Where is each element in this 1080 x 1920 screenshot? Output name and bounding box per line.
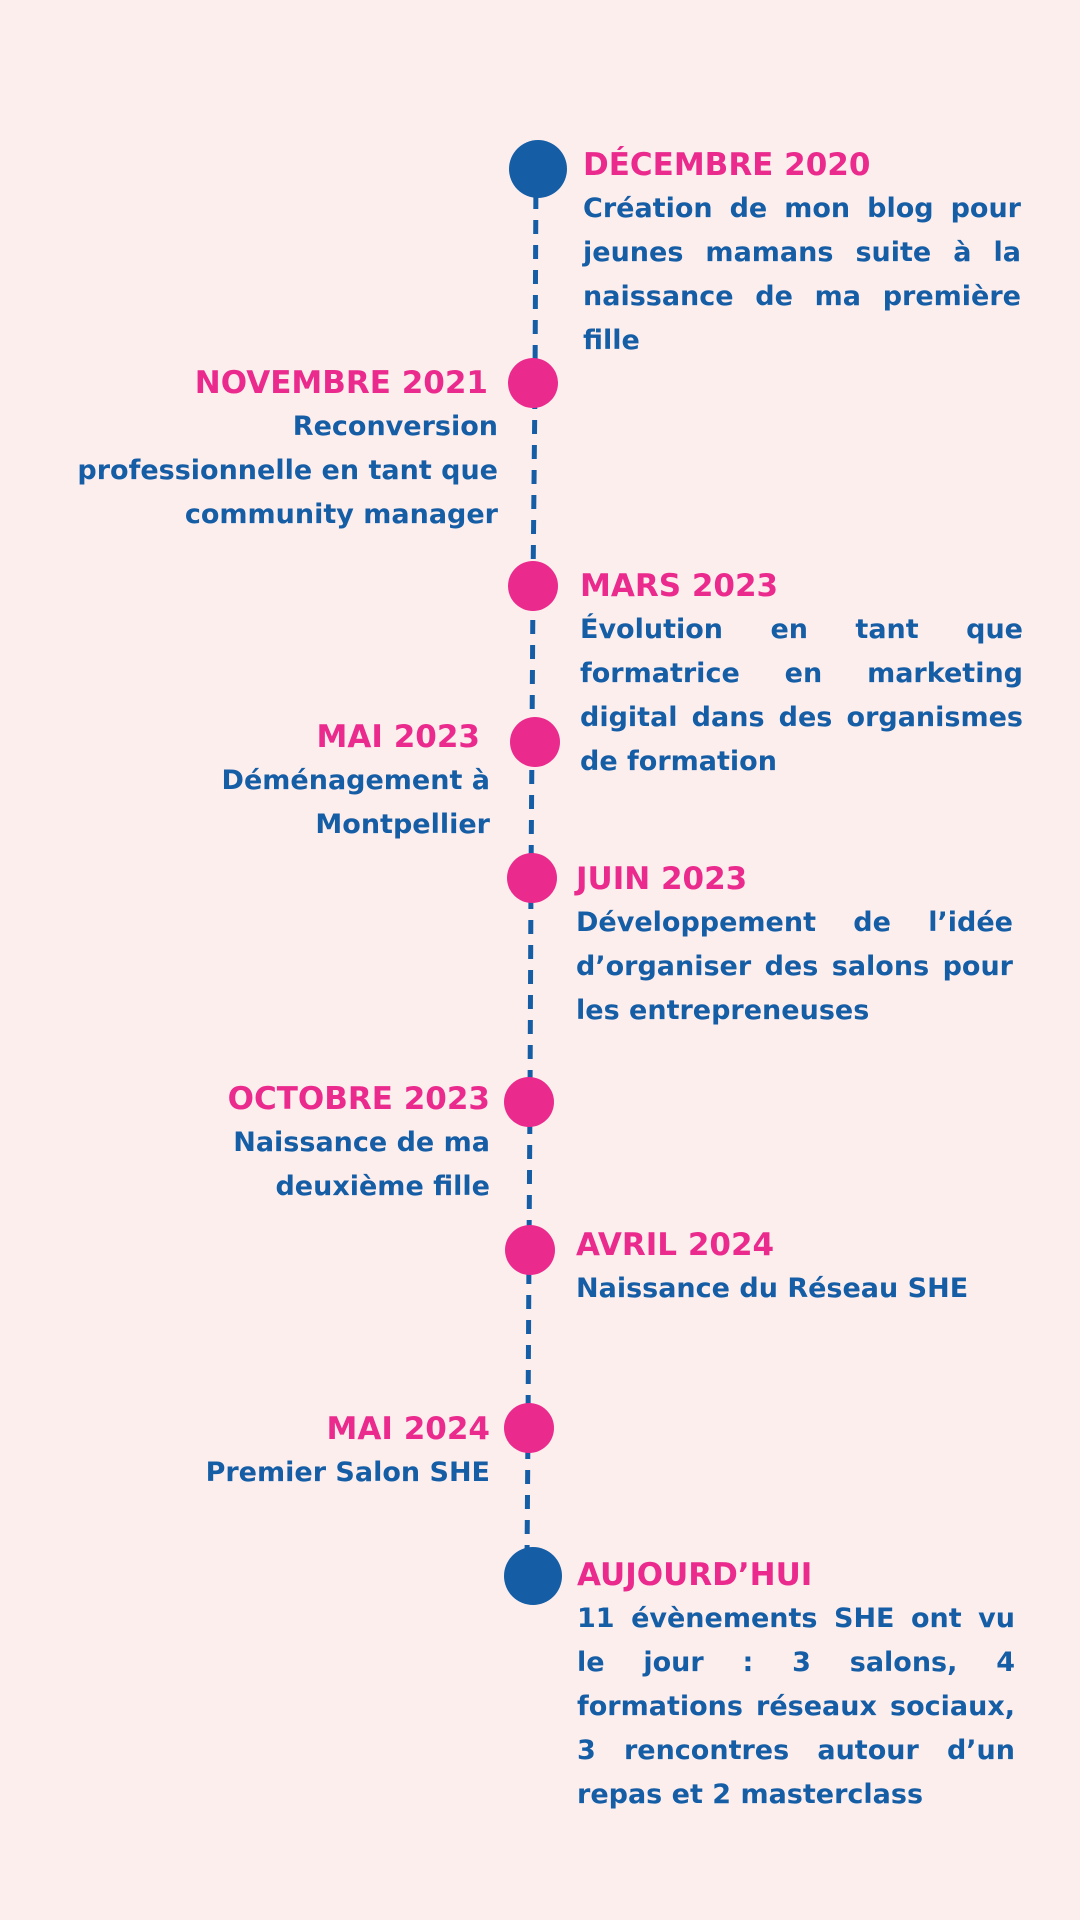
timeline-entry-mai-2023 — [60, 717, 490, 847]
timeline-entry-aujourdhui — [577, 1555, 1015, 1817]
timeline-marker-pink — [504, 1403, 554, 1453]
timeline-marker-pink — [505, 1225, 555, 1275]
timeline-marker-pink — [507, 853, 557, 903]
entry-date: MARS 2023 — [580, 568, 779, 604]
entry-text: 11 évènements SHE ont vu le jour : 3 salons, 4 formations réseaux sociaux, 3 rencontres autour d’un repas et 2 masterclass — [577, 1603, 1015, 1810]
entry-text: Premier Salon SHE — [205, 1457, 490, 1488]
entry-text: Reconversion professionnelle en tant que community manager — [77, 411, 498, 530]
entry-text: Naissance de ma deuxième fille — [233, 1127, 490, 1202]
timeline-marker-pink — [510, 717, 560, 767]
entry-date: OCTOBRE 2023 — [227, 1081, 490, 1117]
timeline-entry-mars-2023 — [580, 566, 1023, 784]
timeline-marker-pink — [508, 561, 558, 611]
entry-date: JUIN 2023 — [576, 861, 748, 897]
entry-text: Naissance du Réseau SHE — [576, 1273, 969, 1304]
entry-text: Évolution en tant que formatrice en marketing digital dans des organismes de formation — [580, 614, 1023, 777]
entry-date: NOVEMBRE 2021 — [194, 365, 488, 401]
timeline-marker-blue — [509, 140, 567, 198]
entry-text: Création de mon blog pour jeunes mamans suite à la naissance de ma première fille — [583, 193, 1021, 356]
timeline-entry-juin-2023 — [576, 859, 1013, 1033]
timeline-marker-pink — [508, 358, 558, 408]
entry-date: MAI 2023 — [316, 719, 480, 755]
timeline-entry-dec-2020 — [583, 145, 1021, 363]
entry-date: MAI 2024 — [326, 1411, 490, 1447]
timeline-marker-blue — [504, 1547, 562, 1605]
timeline-entry-mai-2024 — [80, 1409, 490, 1495]
entry-date: AUJOURD’HUI — [577, 1557, 813, 1593]
timeline-entry-oct-2023 — [80, 1079, 490, 1209]
timeline-entry-avril-2024 — [576, 1225, 1013, 1311]
timeline-entry-nov-2021 — [60, 363, 498, 537]
timeline-marker-pink — [504, 1077, 554, 1127]
entry-text: Développement de l’idée d’organiser des salons pour les entrepreneuses — [576, 907, 1013, 1026]
entry-text: Déménagement à Montpellier — [221, 765, 490, 840]
entry-date: DÉCEMBRE 2020 — [583, 147, 871, 183]
entry-date: AVRIL 2024 — [576, 1227, 775, 1263]
